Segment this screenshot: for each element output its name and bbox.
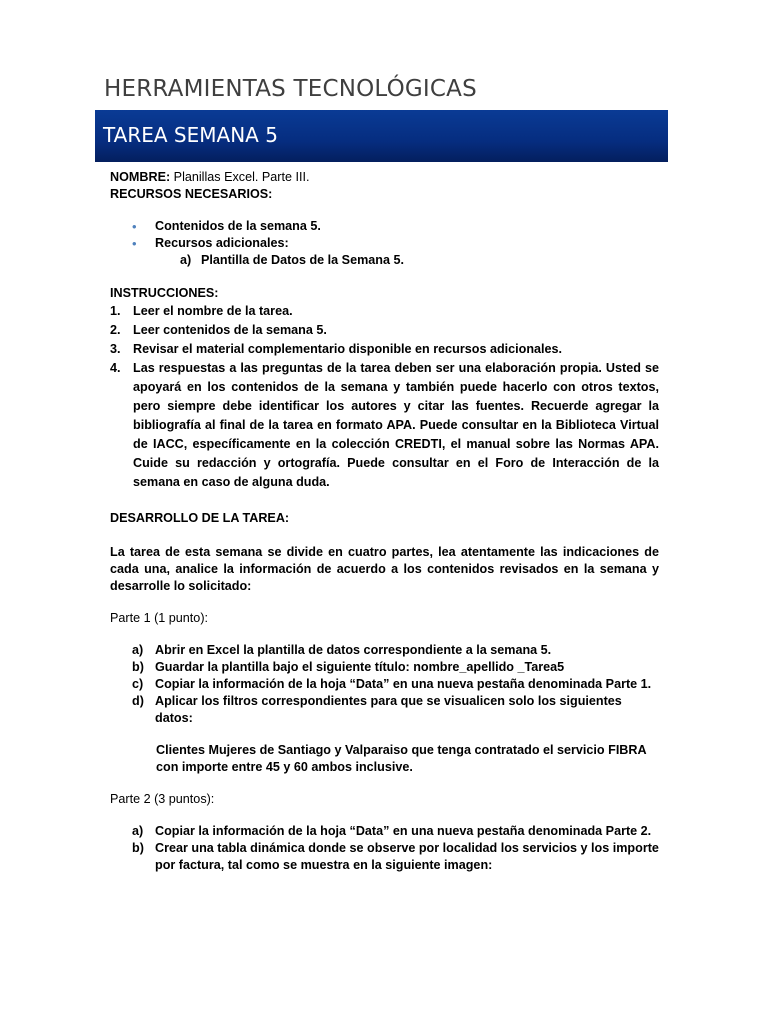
list-item	[110, 302, 659, 321]
list-item-text: Recursos adicionales:	[155, 236, 289, 250]
item-text: Copiar la información de la hoja “Data” en una nueva pestaña denominada Parte 2.	[155, 824, 652, 838]
list-item	[110, 321, 659, 340]
title-banner	[95, 110, 668, 162]
banner-title: TAREA SEMANA 5	[103, 123, 278, 147]
list-item	[110, 642, 659, 659]
item-letter: b)	[132, 841, 144, 855]
instrucciones-list	[110, 302, 659, 492]
recursos-label: RECURSOS NECESARIOS:	[110, 187, 273, 201]
item-text: Crear una tabla dinámica donde se observe por localidad los servicios y los importe por factura, tal como se muestra en la siguiente imagen:	[155, 841, 659, 872]
nombre-line	[110, 169, 659, 186]
sub-item-text: Plantilla de Datos de la Semana 5.	[201, 253, 404, 267]
item-letter: c)	[132, 677, 144, 691]
item-text: Las respuestas a las preguntas de la tarea deben ser una elaboración propia. Usted se apoyará en los contenidos de la semana y también puede hacerlo con otros textos, pero siempre debe identificar los autores y citar las fuentes. Recuerde agregar la bibliografía al final de la tarea en formato APA. Puede consultar en la Biblioteca Virtual de IACC, específicamente en la colección CREDTI, el manual sobre las Normas APA. Cuide su redacción y ortografía. Puede consultar en el Foro de Interacción de la semana en caso de alguna duda.	[133, 361, 659, 489]
item-number: 1.	[110, 304, 121, 318]
item-number: 3.	[110, 342, 121, 356]
item-text: Abrir en Excel la plantilla de datos correspondiente a la semana 5.	[155, 643, 552, 657]
parte2-list	[110, 823, 659, 874]
parte2-label: Parte 2 (3 puntos):	[110, 792, 215, 806]
item-letter: a)	[132, 824, 144, 838]
list-item-text: Contenidos de la semana 5.	[155, 219, 321, 233]
item-text: Copiar la información de la hoja “Data” en una nueva pestaña denominada Parte 1.	[155, 677, 652, 691]
sub-item-letter: a)	[180, 253, 192, 267]
item-letter: b)	[132, 660, 144, 674]
nombre-label: NOMBRE:	[110, 170, 171, 184]
list-item	[110, 676, 659, 693]
document-body	[110, 169, 659, 874]
list-item	[110, 693, 659, 727]
item-text: Leer el nombre de la tarea.	[133, 304, 293, 318]
parte1-note: Clientes Mujeres de Santiago y Valparaiso que tenga contratado el servicio FIBRA con importe entre 45 y 60 ambos inclusive.	[156, 743, 647, 774]
recursos-list	[110, 218, 659, 252]
item-letter: a)	[132, 643, 144, 657]
item-text: Guardar la plantilla bajo el siguiente título: nombre_apellido _Tarea5	[155, 660, 565, 674]
item-number: 2.	[110, 323, 121, 337]
desarrollo-label: DESARROLLO DE LA TAREA:	[110, 511, 290, 525]
list-item	[110, 823, 659, 840]
desarrollo-intro: La tarea de esta semana se divide en cuatro partes, lea atentamente las indicaciones de cada una, analice la información de acuerdo a los contenidos revisados en la semana y desarrolle lo solicitado:	[110, 545, 659, 593]
bullet-icon: •	[132, 236, 137, 251]
item-number: 4.	[110, 361, 121, 375]
list-item	[110, 235, 659, 252]
list-item	[110, 340, 659, 359]
parte1-label: Parte 1 (1 punto):	[110, 611, 209, 625]
list-item	[110, 840, 659, 874]
item-text: Aplicar los filtros correspondientes para que se visualicen solo los siguientes datos:	[155, 694, 622, 725]
list-item	[110, 218, 659, 235]
parte1-list	[110, 642, 659, 727]
item-text: Revisar el material complementario disponible en recursos adicionales.	[133, 342, 563, 356]
instrucciones-label: INSTRUCCIONES:	[110, 286, 219, 300]
item-letter: d)	[132, 694, 144, 708]
sub-item	[110, 252, 659, 269]
list-item	[110, 359, 659, 492]
list-item	[110, 659, 659, 676]
item-text: Leer contenidos de la semana 5.	[133, 323, 327, 337]
bullet-icon: •	[132, 219, 137, 234]
nombre-value: Planillas Excel. Parte III.	[170, 170, 310, 184]
document-header-title: HERRAMIENTAS TECNOLÓGICAS	[104, 76, 477, 102]
